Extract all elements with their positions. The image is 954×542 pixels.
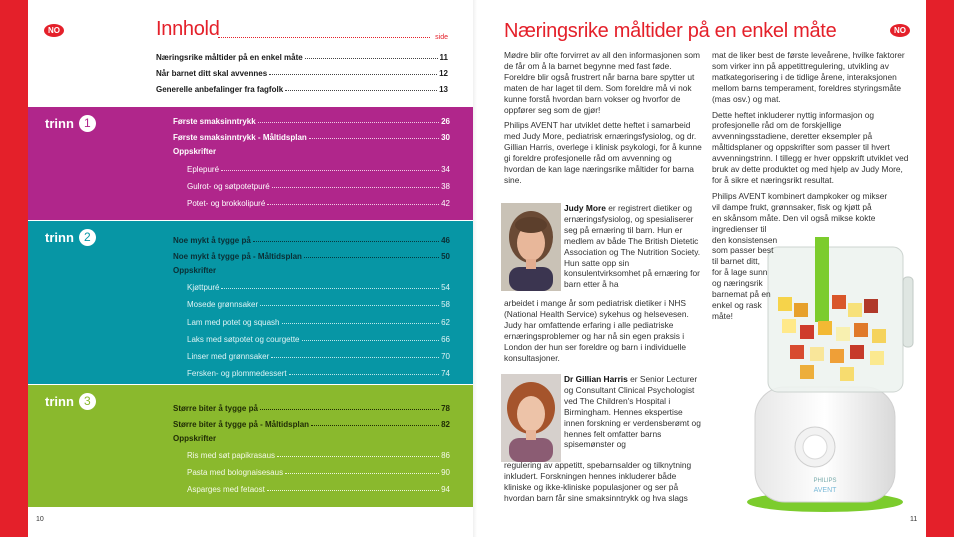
gillian-bio-continued: regulering av appetitt, spebarnsalder og tilknytning inkludert. Forskningen hennes inkluderer både kliniske og ikke-kliniske populasjoner og ser på hvordan barn får sine smaksinntrykk og hva slags: [504, 460, 692, 503]
partners-paragraph: Philips AVENT har utviklet dette heftet i samarbeid med Judy More, pediatrisk ernæringsfysiolog, og dr. Gillian Harris, overlege i klinisk psykologi, for å kunne gi foreldre profesjonelle råd om avvenning og hvordan de kan lage næringsrike måltider for barna sine.: [504, 120, 702, 185]
side-label: side: [435, 34, 448, 41]
gillian-bio: Dr Gillian Harris er Senior Lecturer og Consultant Clinical Psychologist ved The Children's Hospital i Birmingham. Hennes ekspertise innen forskning er verdensberømt og hennes felt omfatter barns spisemønster og: [564, 374, 701, 450]
recipe-entry[interactable]: Asparges med fetaost 94: [187, 485, 450, 494]
toc-entry[interactable]: Når barnet ditt skal avvennes 12: [156, 69, 448, 78]
toc-entry[interactable]: Generelle anbefalinger fra fagfolk 13: [156, 85, 448, 94]
intro-paragraph: Mødre blir ofte forvirret av all den informasjonen som de får om å la barnet begynne med fast føde. Foreldre blir også frustrert når barna bare spytter ut maten de har laget til dem. Som foreldre må vi nok kunne forstå hvordan barn vokser og hvorfor de oppfører seg som de gjør!: [504, 50, 700, 115]
toc-title: Innhold: [156, 18, 220, 40]
toc-entry[interactable]: Første smaksinntrykk - Måltidsplan 30: [173, 133, 450, 142]
toc-header: [156, 20, 448, 42]
recipe-entry[interactable]: Potet- og brokkolipuré 42: [187, 199, 450, 208]
stage-1-band: [28, 107, 473, 220]
recipe-entry[interactable]: Mosede grønnsaker 58: [187, 300, 450, 309]
product-brand: AVENT: [813, 487, 837, 494]
toc-entry[interactable]: Noe mykt å tygge på 46: [173, 236, 450, 245]
stage-1-heading: trinn 1: [45, 115, 96, 132]
recipe-entry[interactable]: Gulrot- og søtpotetpuré 38: [187, 182, 450, 191]
judy-bio: Judy More er registrert dietiker og ernæringsfysiolog, og spesialiserer seg på ernæring til barn. Hun er medlem av både The British Dietetic Association og The Nutrition Society. Hun satte opp sin konsulentvirksomhet på ernæring for barn etter å ha: [564, 203, 701, 290]
stage-3-heading: trinn 3: [45, 393, 96, 410]
recipes-label: Oppskrifter: [173, 266, 217, 275]
product-maker: PHILIPS: [813, 478, 837, 484]
recipes-label: Oppskrifter: [173, 434, 217, 443]
left-red-edge: [0, 0, 28, 537]
toc-entry[interactable]: Næringsrike måltider på en enkel måte 11: [156, 53, 448, 62]
language-badge-left: NO: [44, 24, 64, 37]
gillian-name: Dr Gillian Harris: [564, 374, 628, 384]
judy-more-photo: [501, 203, 561, 291]
stage-2-heading: trinn 2: [45, 229, 96, 246]
stage-number-badge: 1: [79, 115, 96, 132]
stage-2-band: [28, 221, 473, 384]
recipe-entry[interactable]: Lam med potet og squash 62: [187, 318, 450, 327]
product-paragraph: Philips AVENT kombinert dampkoker og mikser vil dampe frukt, grønnsaker, fisk og kjøtt på en skånsom måte. Den vil også mikse kokte ingredienser til den konsistensen som passer best til barnet ditt, for å lage sunn og næringsrik barnemat på en enkel og rask måte!: [712, 190, 888, 321]
stage-number-badge: 2: [79, 229, 96, 246]
judy-bio-continued: arbeidet i mange år som pediatrisk dietiker i NHS (National Health Service) sykehus og helsevesen. Judy har omfattende erfaring i alle pediatriske ernæringsproblemer og har nå sin egen praksis i London der hun ser foreldre og barn i individuelle konsultasjoner.: [504, 298, 689, 363]
toc-entry[interactable]: Større biter å tygge på 78: [173, 404, 450, 413]
stage-3-band: [28, 385, 473, 507]
toc-header-rule: [218, 37, 430, 38]
toc-entry[interactable]: Første smaksinntrykk 26: [173, 117, 450, 126]
page-number-right: 11: [910, 516, 918, 523]
gillian-harris-photo: [501, 374, 561, 462]
recipe-entry[interactable]: Fersken- og plommedessert 74: [187, 369, 450, 378]
judy-name: Judy More: [564, 203, 606, 213]
recipe-entry[interactable]: Ris med søt papikrasaus 86: [187, 451, 450, 460]
column-2: mat de liker best de første leveårene, hvilke faktorer som virker inn på appetittregulering, utvikling av matkategorisering i de tidlige årene, interaksjonen mellom barns temperament, foreldres styringsmåte (mas osv.) og mat. Dette heftet inkluderer nyttig informasjon og profesjonelle råd om de forskjellige avvenningsstadiene, deretter eksempler på måltidsplaner og oppskrifter som passer til hvert avvenningstrinn. I tillegg er hver oppskrift utviklet ved bruk av dette produktet og med hjelp av Judy More, for å sikre et næringsrikt resultat. Philips AVENT kombinert dampkoker og mikser vil dampe frukt, grønnsaker, fisk og kjøtt på en skånsom måte. Den vil også mikse kokte ingredienser til den konsistensen som passer best til barnet ditt, for å lage sunn og næringsrik barnemat på en enkel og rask måte!: [712, 50, 912, 322]
column-1: [504, 50, 702, 191]
toc-entry[interactable]: Større biter å tygge på - Måltidsplan 82: [173, 420, 450, 429]
stage-number-badge: 3: [79, 393, 96, 410]
recipes-label: Oppskrifter: [173, 147, 217, 156]
article-title: Næringsrike måltider på en enkel måte: [504, 20, 837, 42]
recipe-entry[interactable]: Laks med søtpotet og courgette 66: [187, 335, 450, 344]
recipe-entry[interactable]: Pasta med bolognaisesaus 90: [187, 468, 450, 477]
recipe-entry[interactable]: Linser med grønnsaker 70: [187, 352, 450, 361]
recipe-entry[interactable]: Kjøttpuré 54: [187, 283, 450, 292]
recipe-entry[interactable]: Eplepuré 34: [187, 165, 450, 174]
language-badge-right: NO: [890, 24, 910, 37]
toc-entry[interactable]: Noe mykt å tygge på - Måltidsplan 50: [173, 252, 450, 261]
page-number-left: 10: [36, 516, 44, 523]
